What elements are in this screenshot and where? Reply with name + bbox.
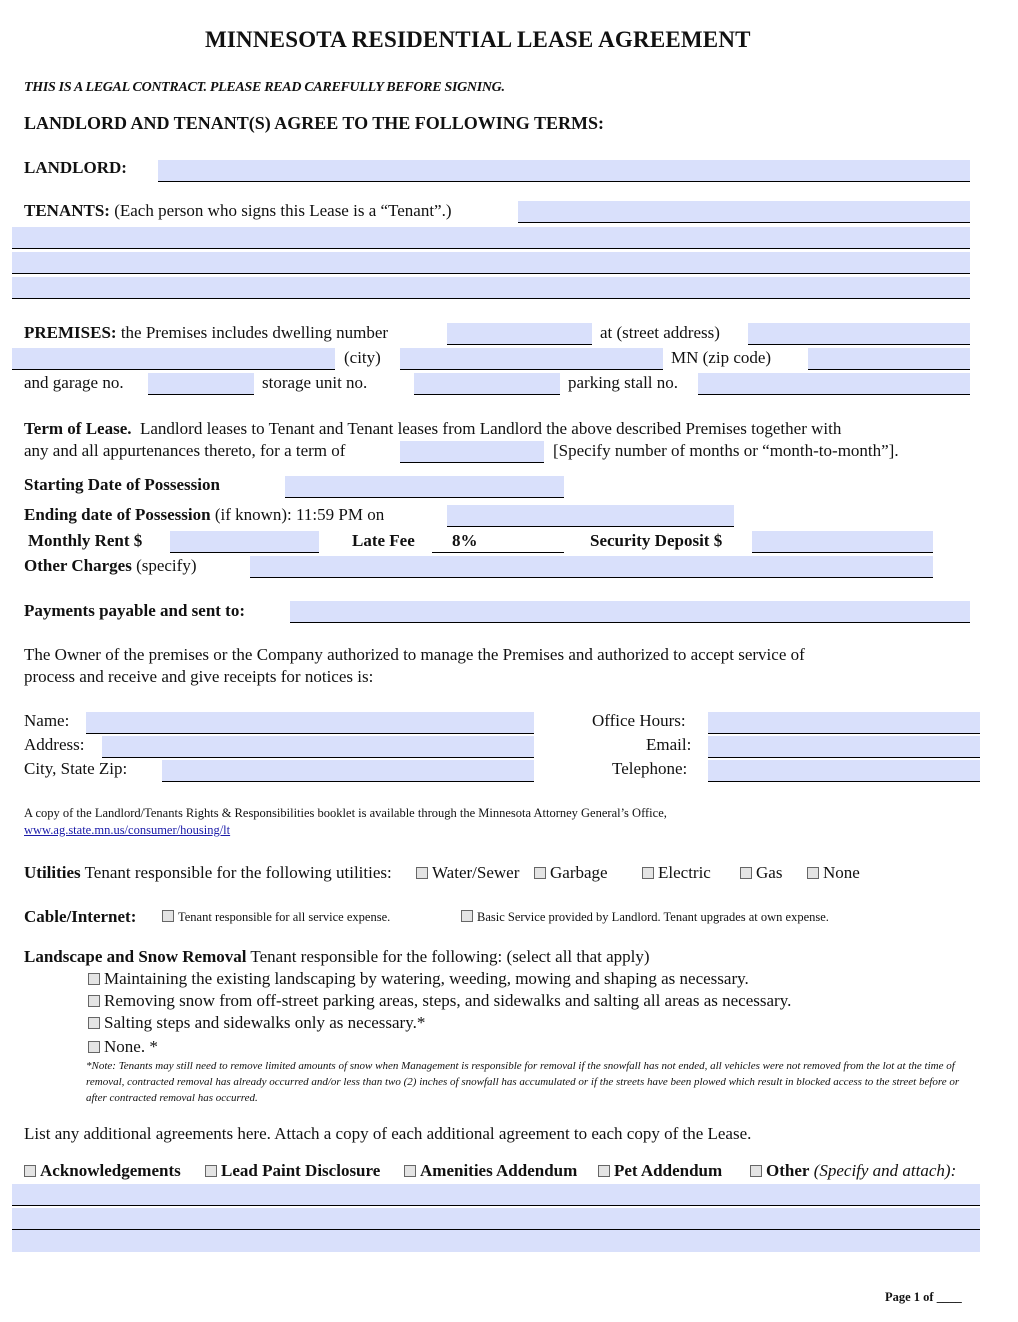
contact-name-label: Name: [24, 711, 70, 730]
landlord-field[interactable] [158, 160, 970, 182]
landscape-option-3[interactable] [88, 1013, 425, 1033]
cable-option-tenant-label: Tenant responsible for all service expense. [178, 910, 391, 924]
landscape-option-4[interactable] [88, 1037, 158, 1057]
checkbox-icon[interactable] [642, 867, 654, 879]
premises-desc: the Premises includes dwelling number [120, 323, 389, 342]
street-address-label: at (street address) [600, 323, 720, 342]
starting-date-label: Starting Date of Possession [24, 475, 220, 494]
utility-water-option[interactable] [416, 863, 519, 883]
street-address-field[interactable] [748, 323, 970, 345]
tenant-field-1[interactable] [518, 201, 970, 223]
parking-label: parking stall no. [568, 373, 679, 392]
ending-date-text [24, 505, 384, 525]
agreement-other-suffix: (Specify and attach): [813, 1161, 957, 1180]
landscape-desc: Tenant responsible for the following: (select all that apply) [250, 947, 650, 966]
cable-option-basic-label: Basic Service provided by Landlord. Tenant upgrades at own expense. [477, 910, 829, 924]
tenant-field-4[interactable] [12, 277, 970, 299]
checkbox-icon[interactable] [461, 910, 473, 922]
other-charges-label: Other Charges [24, 556, 132, 575]
ending-date-suffix: (if known): 11:59 PM on [214, 505, 385, 524]
ending-date-field[interactable] [447, 505, 734, 527]
premises-label: PREMISES: [24, 323, 117, 342]
checkbox-icon[interactable] [88, 973, 100, 985]
landscape-option-4-label: None. * [104, 1037, 158, 1056]
checkbox-icon[interactable] [740, 867, 752, 879]
zip-field[interactable] [808, 348, 970, 370]
owner-text-1: The Owner of the premises or the Company authorized to manage the Premises and authorized to accept service of [24, 645, 805, 664]
office-hours-label: Office Hours: [592, 711, 686, 730]
tenant-field-2[interactable] [12, 227, 970, 249]
utility-none-label: None [823, 863, 860, 882]
email-field[interactable] [708, 736, 980, 758]
checkbox-icon[interactable] [534, 867, 546, 879]
checkbox-icon[interactable] [807, 867, 819, 879]
cable-option-basic[interactable] [461, 909, 829, 925]
cable-label: Cable/Internet: [24, 907, 137, 926]
utilities-desc: Tenant responsible for the following utilities: [84, 863, 392, 882]
additional-field-3[interactable] [12, 1230, 980, 1252]
tenants-text [24, 201, 452, 221]
owner-text-2: process and receive and give receipts for notices is: [24, 667, 374, 686]
storage-field[interactable] [414, 373, 560, 395]
utilities-label: Utilities [24, 863, 81, 882]
cable-option-tenant[interactable] [162, 909, 390, 925]
office-hours-field[interactable] [708, 712, 980, 734]
term-line-1 [24, 419, 841, 439]
landscape-option-3-label: Salting steps and sidewalks only as necessary.* [104, 1013, 426, 1032]
page-number: Page 1 of ____ [885, 1290, 962, 1304]
legal-notice: THIS IS A LEGAL CONTRACT. PLEASE READ CAREFULLY BEFORE SIGNING. [24, 80, 505, 95]
checkbox-icon[interactable] [162, 910, 174, 922]
term-label: Term of Lease. [24, 419, 132, 438]
checkbox-icon[interactable] [750, 1165, 762, 1177]
payments-label: Payments payable and sent to: [24, 601, 246, 620]
security-deposit-label: Security Deposit $ [590, 531, 723, 550]
garage-field[interactable] [148, 373, 254, 395]
checkbox-icon[interactable] [88, 995, 100, 1007]
additional-field-2[interactable] [12, 1208, 980, 1230]
landlord-label: LANDLORD: [24, 158, 127, 177]
checkbox-icon[interactable] [404, 1165, 416, 1177]
utilities-row [24, 863, 392, 883]
contact-address-label: Address: [24, 735, 85, 754]
dwelling-number-field[interactable] [447, 323, 592, 345]
other-charges-suffix: (specify) [136, 556, 197, 575]
agreement-other-label: Other [766, 1161, 810, 1180]
checkbox-icon[interactable] [416, 867, 428, 879]
contact-city-label: City, State Zip: [24, 759, 128, 778]
term-specify: [Specify number of months or “month-to-month”]. [553, 441, 899, 460]
utility-electric-option[interactable] [642, 863, 711, 883]
checkbox-icon[interactable] [598, 1165, 610, 1177]
tenant-field-3[interactable] [12, 252, 970, 274]
zip-label: MN (zip code) [671, 348, 772, 367]
utility-gas-option[interactable] [740, 863, 782, 883]
monthly-rent-label: Monthly Rent $ [28, 531, 143, 550]
telephone-field[interactable] [708, 760, 980, 782]
other-charges-field[interactable] [250, 556, 933, 578]
booklet-text: A copy of the Landlord/Tenants Rights & Responsibilities booklet is available through the Minnesota Attorney General’s Office, [24, 806, 667, 820]
agreement-lead-paint[interactable] [205, 1161, 380, 1181]
other-charges-text [24, 556, 196, 576]
monthly-rent-field[interactable] [170, 531, 319, 553]
city-field[interactable] [400, 348, 663, 370]
cable-label-text: Cable/Internet [24, 907, 131, 926]
storage-label: storage unit no. [262, 373, 368, 392]
tenants-label: TENANTS: [24, 201, 110, 220]
booklet-link[interactable]: www.ag.state.mn.us/consumer/housing/lt [24, 823, 231, 837]
late-fee-label: Late Fee [352, 531, 415, 550]
contact-address-field[interactable] [102, 736, 534, 758]
agreement-lead-paint-label: Lead Paint Disclosure [221, 1161, 381, 1180]
landscape-label: Landscape and Snow Removal [24, 947, 247, 966]
agreement-other[interactable] [750, 1161, 956, 1181]
utility-garbage-option[interactable] [534, 863, 608, 883]
term-text-2: any and all appurtenances thereto, for a term of [24, 441, 346, 460]
utility-gas-label: Gas [756, 863, 783, 882]
agreement-pet[interactable] [598, 1161, 722, 1181]
utility-garbage-label: Garbage [550, 863, 608, 882]
telephone-label: Telephone: [612, 759, 688, 778]
security-deposit-field[interactable] [752, 531, 933, 553]
tenants-desc: (Each person who signs this Lease is a “Tenant”.) [114, 201, 452, 220]
agreement-amenities[interactable] [404, 1161, 577, 1181]
agreement-acknowledgements[interactable] [24, 1161, 181, 1181]
contact-city-field[interactable] [162, 760, 534, 782]
agreement-pet-label: Pet Addendum [614, 1161, 723, 1180]
term-text-1: Landlord leases to Tenant and Tenant leases from Landlord the above described Premises together with [140, 419, 842, 438]
utility-water-label: Water/Sewer [432, 863, 520, 882]
utility-electric-label: Electric [658, 863, 711, 882]
checkbox-icon[interactable] [88, 1017, 100, 1029]
premises-text [24, 323, 388, 343]
garage-label: and garage no. [24, 373, 124, 392]
landscape-option-1-label: Maintaining the existing landscaping by watering, weeding, mowing and shaping as necessary. [104, 969, 749, 988]
late-fee-field[interactable]: 8% [432, 531, 564, 553]
landscape-option-1[interactable] [88, 969, 749, 989]
landscape-heading [24, 947, 650, 967]
city-label: (city) [344, 348, 381, 367]
additional-text: List any additional agreements here. Attach a copy of each additional agreement to each copy of the Lease. [24, 1124, 752, 1143]
checkbox-icon[interactable] [24, 1165, 36, 1177]
payments-field[interactable] [290, 601, 970, 623]
ending-date-label: Ending date of Possession [24, 505, 211, 524]
checkbox-icon[interactable] [205, 1165, 217, 1177]
landscape-option-2[interactable] [88, 991, 791, 1011]
checkbox-icon[interactable] [88, 1041, 100, 1053]
utility-none-option[interactable] [807, 863, 860, 883]
parking-field[interactable] [698, 373, 970, 395]
starting-date-field[interactable] [285, 476, 564, 498]
contact-name-field[interactable] [86, 712, 534, 734]
term-field[interactable] [400, 441, 544, 463]
agree-heading: LANDLORD AND TENANT(S) AGREE TO THE FOLLOWING TERMS: [24, 113, 604, 133]
landscape-option-2-label: Removing snow from off-street parking areas, steps, and sidewalks and salting all areas as necessary. [104, 991, 792, 1010]
document-title: MINNESOTA RESIDENTIAL LEASE AGREEMENT [205, 27, 751, 52]
landscape-note: *Note: Tenants may still need to remove limited amounts of snow when Management is responsible for removal if the snowfall has not ended, all vehicles were not removed from the lot at the time of removal, contracted removal has already occurred and/or less than two (2) inches of snowfall has accumulated or if the streets have been plowed which result in blocked access to the street before or after contracted removal has occurred. [86, 1060, 960, 1104]
additional-field-1[interactable] [12, 1184, 980, 1206]
email-label: Email: [646, 735, 692, 754]
agreement-acknowledgements-label: Acknowledgements [40, 1161, 181, 1180]
street-address-field-2[interactable] [12, 348, 335, 370]
agreement-amenities-label: Amenities Addendum [420, 1161, 578, 1180]
